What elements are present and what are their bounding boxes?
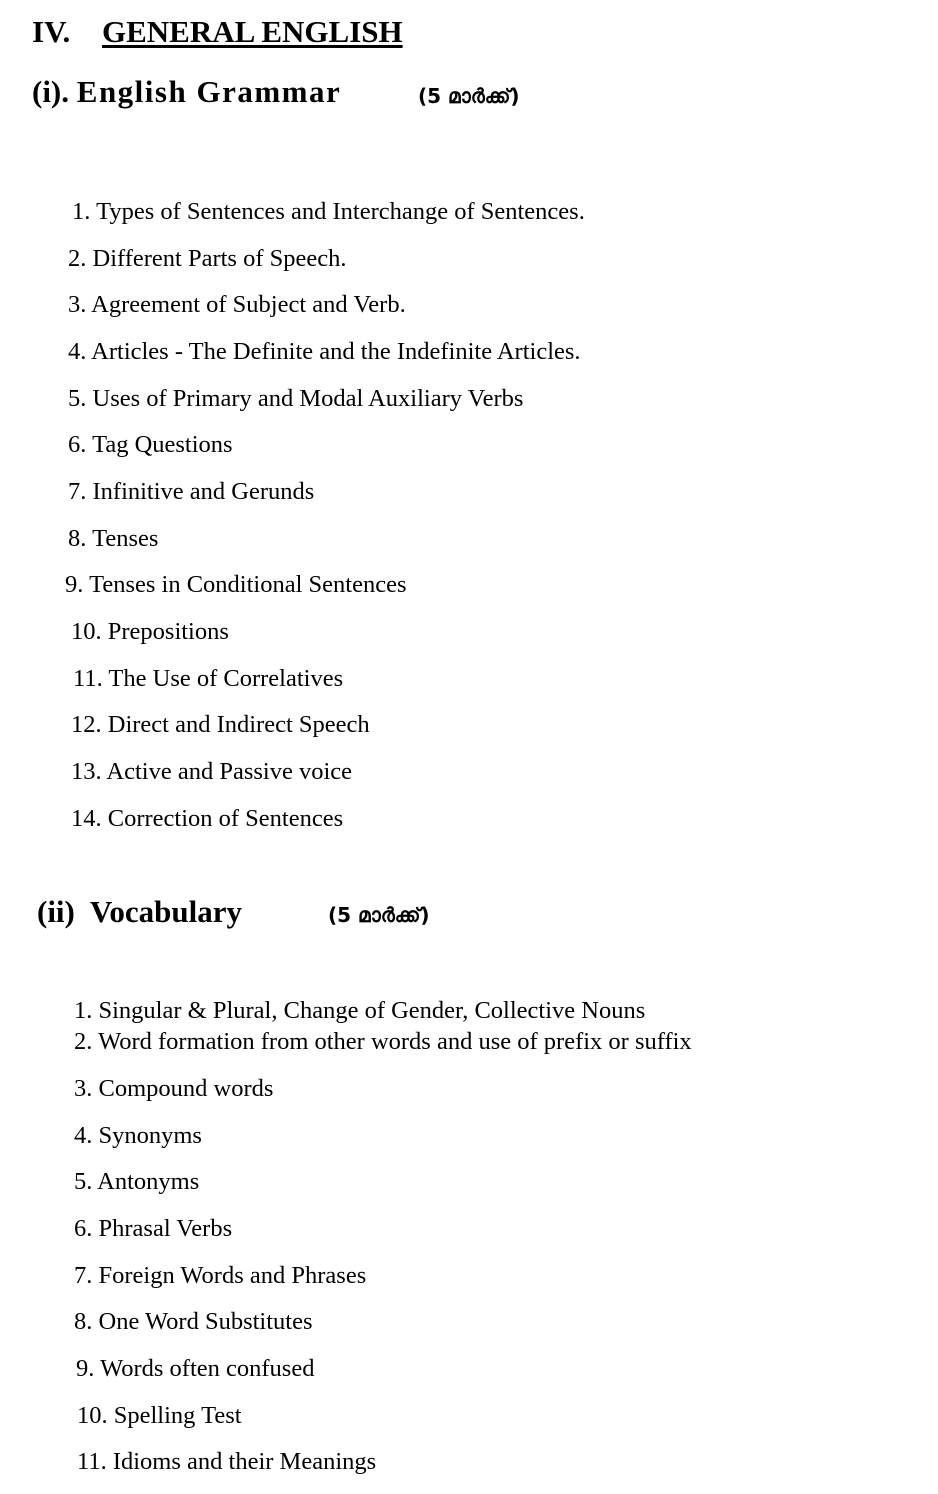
list-item: 7. Infinitive and Gerunds bbox=[68, 478, 315, 505]
list-item: 4. Synonyms bbox=[74, 1122, 202, 1149]
list-item: 6. Tag Questions bbox=[68, 431, 233, 458]
list-item: 5. Antonyms bbox=[74, 1168, 200, 1195]
list-item: 3. Agreement of Subject and Verb. bbox=[68, 291, 406, 318]
list-item: 2. Word formation from other words and use of prefix or suffix bbox=[74, 1028, 692, 1055]
vocabulary-marks: (5 മാർക്ക്) bbox=[328, 903, 430, 927]
section-title: GENERAL ENGLISH bbox=[102, 14, 403, 49]
list-item: 9. Tenses in Conditional Sentences bbox=[65, 571, 407, 598]
list-item: 9. Words often confused bbox=[76, 1355, 315, 1382]
list-item: 4. Articles - The Definite and the Indefinite Articles. bbox=[68, 338, 581, 365]
list-item: 1. Singular & Plural, Change of Gender, Collective Nouns bbox=[74, 997, 646, 1024]
list-item: 11. Idioms and their Meanings bbox=[77, 1448, 377, 1475]
list-item: 11. The Use of Correlatives bbox=[73, 665, 344, 692]
list-item: 13. Active and Passive voice bbox=[71, 758, 353, 785]
grammar-heading bbox=[32, 74, 341, 110]
grammar-title: English Grammar bbox=[76, 74, 342, 109]
vocabulary-title: Vocabulary bbox=[89, 894, 242, 929]
list-item: 10. Prepositions bbox=[71, 618, 229, 645]
list-item: 6. Phrasal Verbs bbox=[74, 1215, 233, 1242]
list-item: 3. Compound words bbox=[74, 1075, 274, 1102]
section-number: IV. bbox=[32, 14, 71, 49]
list-item: 8. Tenses bbox=[68, 525, 159, 552]
list-item: 14. Correction of Sentences bbox=[71, 805, 344, 832]
grammar-marks: (5 മാർക്ക്) bbox=[418, 84, 520, 108]
list-item: 7. Foreign Words and Phrases bbox=[74, 1262, 367, 1289]
list-item: 5. Uses of Primary and Modal Auxiliary Verbs bbox=[68, 385, 524, 412]
vocabulary-heading bbox=[37, 894, 242, 930]
list-item: 1. Types of Sentences and Interchange of Sentences. bbox=[72, 198, 585, 225]
page-title bbox=[32, 14, 403, 50]
list-item: 8. One Word Substitutes bbox=[74, 1308, 313, 1335]
list-item: 2. Different Parts of Speech. bbox=[68, 245, 347, 272]
list-item: 12. Direct and Indirect Speech bbox=[71, 711, 370, 738]
vocabulary-label: (ii) bbox=[37, 894, 75, 929]
grammar-label: (i). bbox=[32, 74, 70, 109]
list-item: 10. Spelling Test bbox=[77, 1402, 242, 1429]
